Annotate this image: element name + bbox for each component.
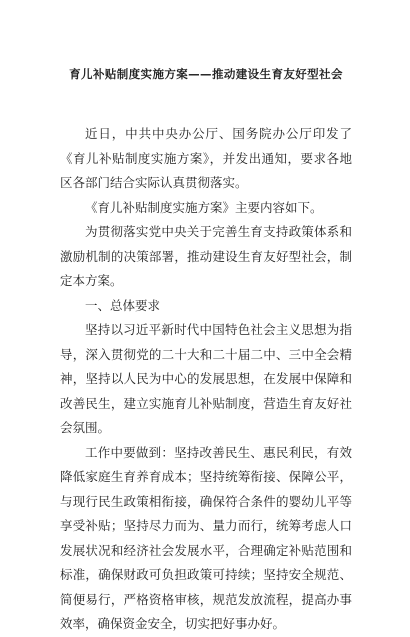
- document-title: 育儿补贴制度实施方案——推动建设生育友好型社会: [69, 67, 343, 81]
- paragraph-guiding-principle: 坚持以习近平新时代中国特色社会主义思想为指导，深入贯彻党的二十大和二十届二中、三中全会精神，坚持以人民为中心的发展思想，在发展中保障和改善民生，建立实施育儿补贴制度，营造生育友好社会氛围。: [60, 322, 352, 435]
- paragraph-content-note: 《育儿补贴制度实施方案》主要内容如下。: [85, 199, 323, 215]
- paragraph-intro: 近日，中共中央办公厅、国务院办公厅印发了《育儿补贴制度实施方案》，并发出通知，要求各地区各部门结合实际认真贯彻落实。: [60, 126, 352, 190]
- paragraph-purpose: 为贯彻落实党中央关于完善生育支持政策体系和激励机制的决策部署，推动建设生育友好型社会，制定本方案。: [60, 224, 352, 288]
- paragraph-work-requirements: 工作中要做到：坚持改善民生、惠民利民，有效降低家庭生育养育成本；坚持统筹衔接、保障公平，与现行民生政策相衔接，确保符合条件的婴幼儿平等享受补贴；坚持尽力而为、量力而行，统筹考虑人口发展状况和经济社会发展水平，合理确定补贴范围和标准，确保财政可负担政策可持续；坚持安全规范、简便易行，严格资格审核，规范发放流程，提高办事效率，确保资金安全，切实把好事办好。: [60, 444, 352, 631]
- section-heading-general-requirements: 一、总体要求: [85, 297, 161, 313]
